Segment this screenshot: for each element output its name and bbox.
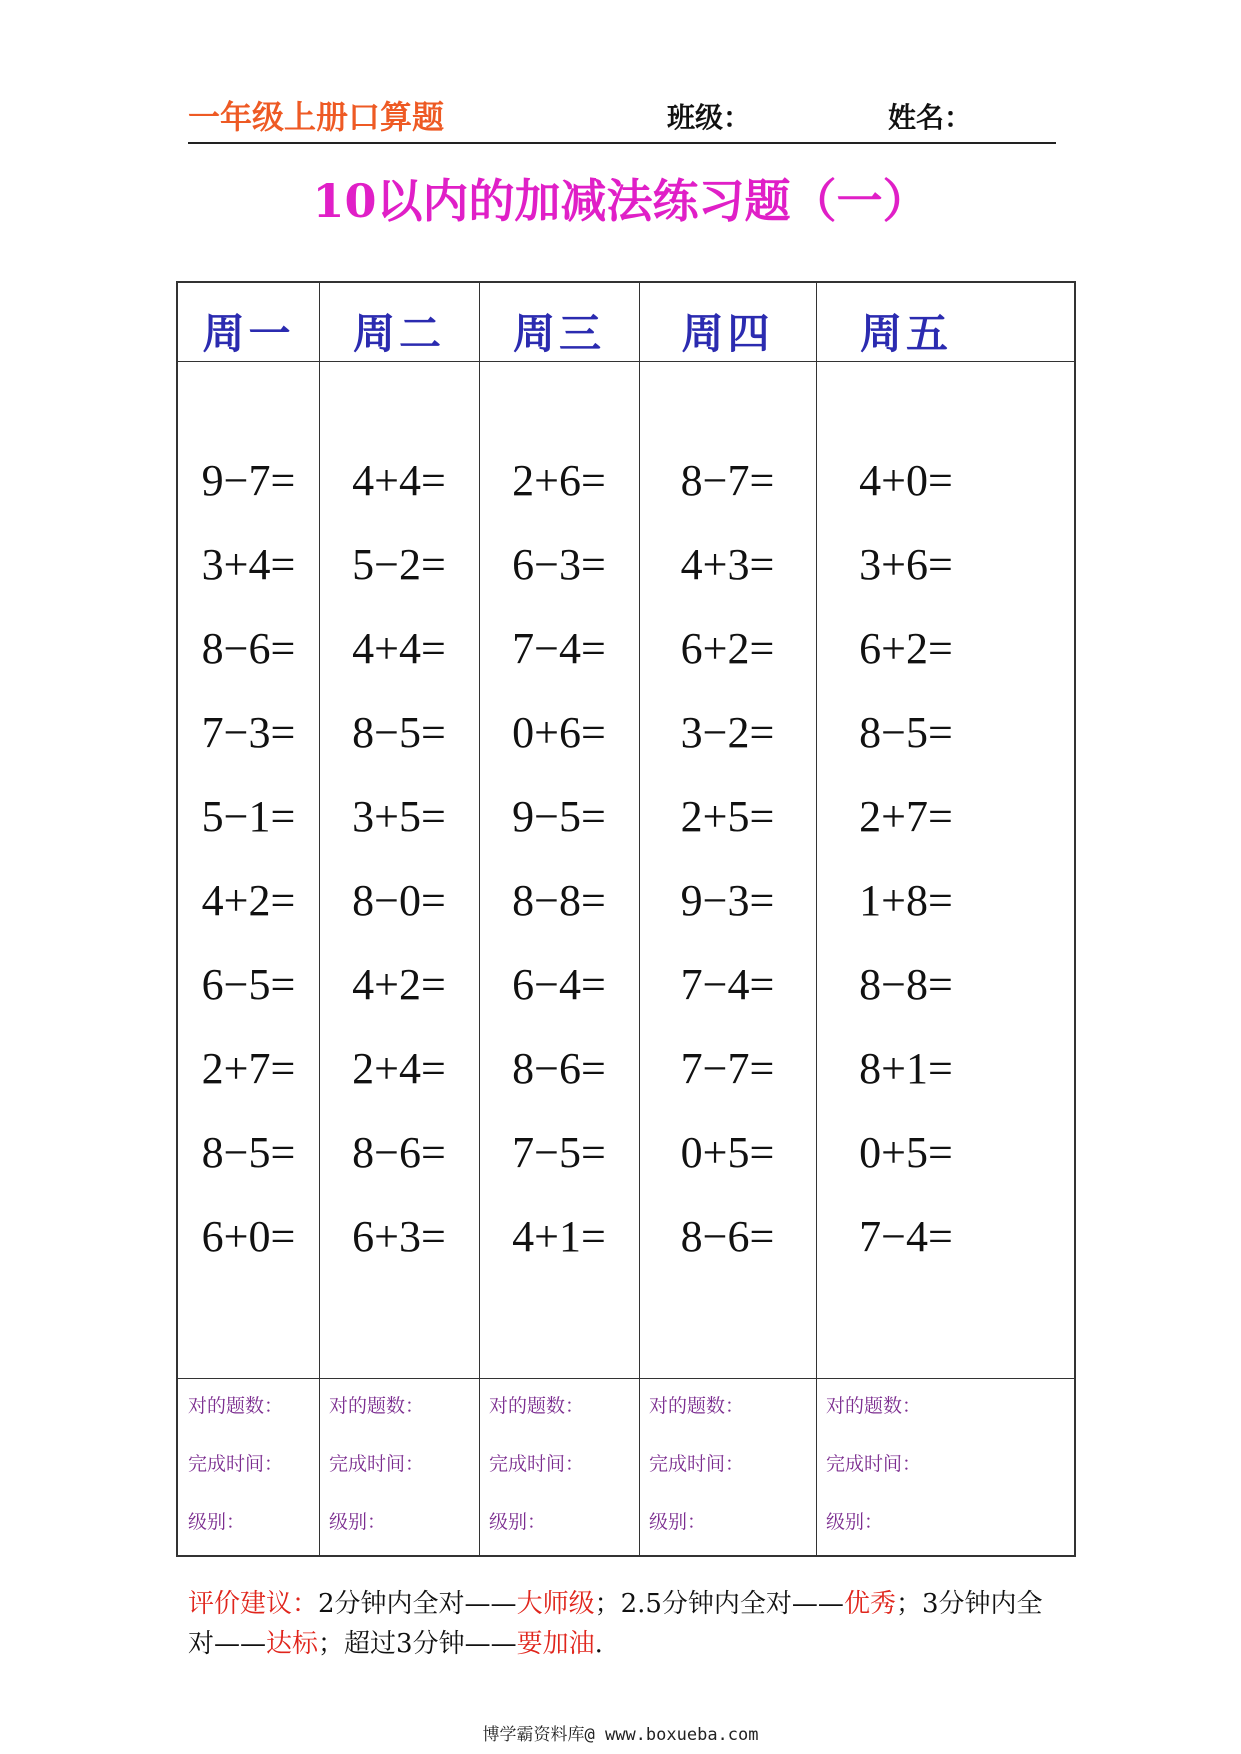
problem: 9−5= — [512, 792, 606, 841]
problem: 8−0= — [352, 876, 446, 925]
problem: 8−5= — [859, 708, 953, 757]
level-label: 级别： — [826, 1511, 884, 1533]
problem: 4+4= — [352, 624, 446, 673]
problem: 7−3= — [201, 708, 296, 757]
correct-count-label: 对的题数： — [826, 1395, 922, 1417]
problem: 8−5= — [352, 708, 446, 757]
column-thursday — [639, 283, 816, 1555]
header-divider — [188, 142, 1056, 144]
problem-list — [178, 439, 319, 1279]
advice-label: 评价建议： — [188, 1589, 319, 1619]
problem: 4+3= — [680, 540, 775, 589]
problem: 1+8= — [859, 876, 953, 925]
problem: 7−4= — [680, 960, 775, 1009]
problem: 4+2= — [352, 960, 446, 1009]
problem: 6+2= — [859, 624, 953, 673]
practice-table — [176, 281, 1076, 1557]
problem: 4+4= — [352, 456, 446, 505]
advice-text: . — [594, 1629, 603, 1659]
problem: 8−5= — [201, 1128, 296, 1177]
column-friday — [816, 283, 1074, 1555]
rating-excellent: 优秀 — [843, 1589, 896, 1619]
evaluation-advice — [188, 1584, 1068, 1664]
problem-list — [479, 439, 639, 1279]
problem: 7−4= — [512, 624, 606, 673]
problem: 9−7= — [201, 456, 296, 505]
problem: 6+0= — [201, 1212, 296, 1261]
problem: 4+2= — [201, 876, 296, 925]
problem: 9−3= — [680, 876, 775, 925]
correct-count-label: 对的题数： — [649, 1395, 745, 1417]
problem: 8−7= — [680, 456, 775, 505]
problem: 3+5= — [352, 792, 446, 841]
problem: 7−4= — [859, 1212, 953, 1261]
worksheet-grade-label: 一年级上册口算题 — [188, 98, 445, 136]
problem: 6−3= — [512, 540, 606, 589]
problem: 4+0= — [859, 456, 953, 505]
level-label: 级别： — [489, 1511, 547, 1533]
completion-time-label: 完成时间： — [826, 1453, 922, 1475]
problem-list — [639, 439, 816, 1279]
problem: 8−6= — [680, 1212, 775, 1261]
problem: 8−6= — [512, 1044, 606, 1093]
problem-list — [816, 439, 996, 1279]
class-label: 班级： — [667, 101, 752, 134]
rating-keep-trying: 要加油 — [516, 1629, 595, 1659]
level-label: 级别： — [188, 1511, 246, 1533]
problem: 7−5= — [512, 1128, 606, 1177]
correct-count-label: 对的题数： — [188, 1395, 284, 1417]
problem-list — [319, 439, 479, 1279]
correct-count-label: 对的题数： — [489, 1395, 585, 1417]
problem: 6+3= — [352, 1212, 446, 1261]
advice-text: 2分钟内全对—— — [318, 1589, 517, 1619]
problem: 8−8= — [512, 876, 606, 925]
name-label: 姓名： — [888, 101, 973, 134]
completion-time-label: 完成时间： — [188, 1453, 284, 1475]
day-header: 周三 — [512, 309, 605, 358]
problem: 8−6= — [352, 1128, 446, 1177]
problem: 7−7= — [680, 1044, 775, 1093]
problem: 8+1= — [859, 1044, 953, 1093]
problem: 4+1= — [512, 1212, 606, 1261]
day-header: 周二 — [352, 309, 445, 358]
problem: 0+6= — [512, 708, 606, 757]
problem: 5−1= — [201, 792, 296, 841]
problem: 2+7= — [201, 1044, 296, 1093]
problem: 8−8= — [859, 960, 953, 1009]
problem: 3+4= — [201, 540, 296, 589]
footer-watermark: 博学霸资料库@ www.boxueba.com — [482, 1725, 759, 1745]
page-title: 10以内的加减法练习题（一） — [312, 174, 929, 228]
advice-text: ；超过3分钟—— — [318, 1629, 517, 1659]
level-label: 级别： — [329, 1511, 387, 1533]
problem: 2+5= — [680, 792, 775, 841]
column-wednesday — [479, 283, 639, 1555]
problem: 2+6= — [512, 456, 606, 505]
problem: 2+7= — [859, 792, 953, 841]
correct-count-label: 对的题数： — [329, 1395, 425, 1417]
rating-pass: 达标 — [266, 1629, 319, 1659]
problem: 5−2= — [352, 540, 446, 589]
problem: 3−2= — [680, 708, 775, 757]
advice-text: ；2.5分钟内全对—— — [594, 1589, 844, 1619]
completion-time-label: 完成时间： — [489, 1453, 585, 1475]
problem: 6−5= — [201, 960, 296, 1009]
problem: 6+2= — [680, 624, 775, 673]
day-header: 周五 — [859, 309, 952, 358]
problem: 3+6= — [859, 540, 953, 589]
completion-time-label: 完成时间： — [329, 1453, 425, 1475]
problem: 6−4= — [512, 960, 606, 1009]
day-header: 周四 — [681, 309, 774, 358]
day-header: 周一 — [202, 309, 295, 358]
problem: 2+4= — [352, 1044, 446, 1093]
column-tuesday — [319, 283, 479, 1555]
advice-text: ；3分钟内全对—— — [188, 1589, 1043, 1659]
problem: 0+5= — [859, 1128, 953, 1177]
problem: 8−6= — [201, 624, 296, 673]
level-label: 级别： — [649, 1511, 707, 1533]
column-monday — [178, 283, 319, 1555]
problem: 0+5= — [680, 1128, 775, 1177]
rating-master: 大师级 — [516, 1589, 595, 1619]
completion-time-label: 完成时间： — [649, 1453, 745, 1475]
